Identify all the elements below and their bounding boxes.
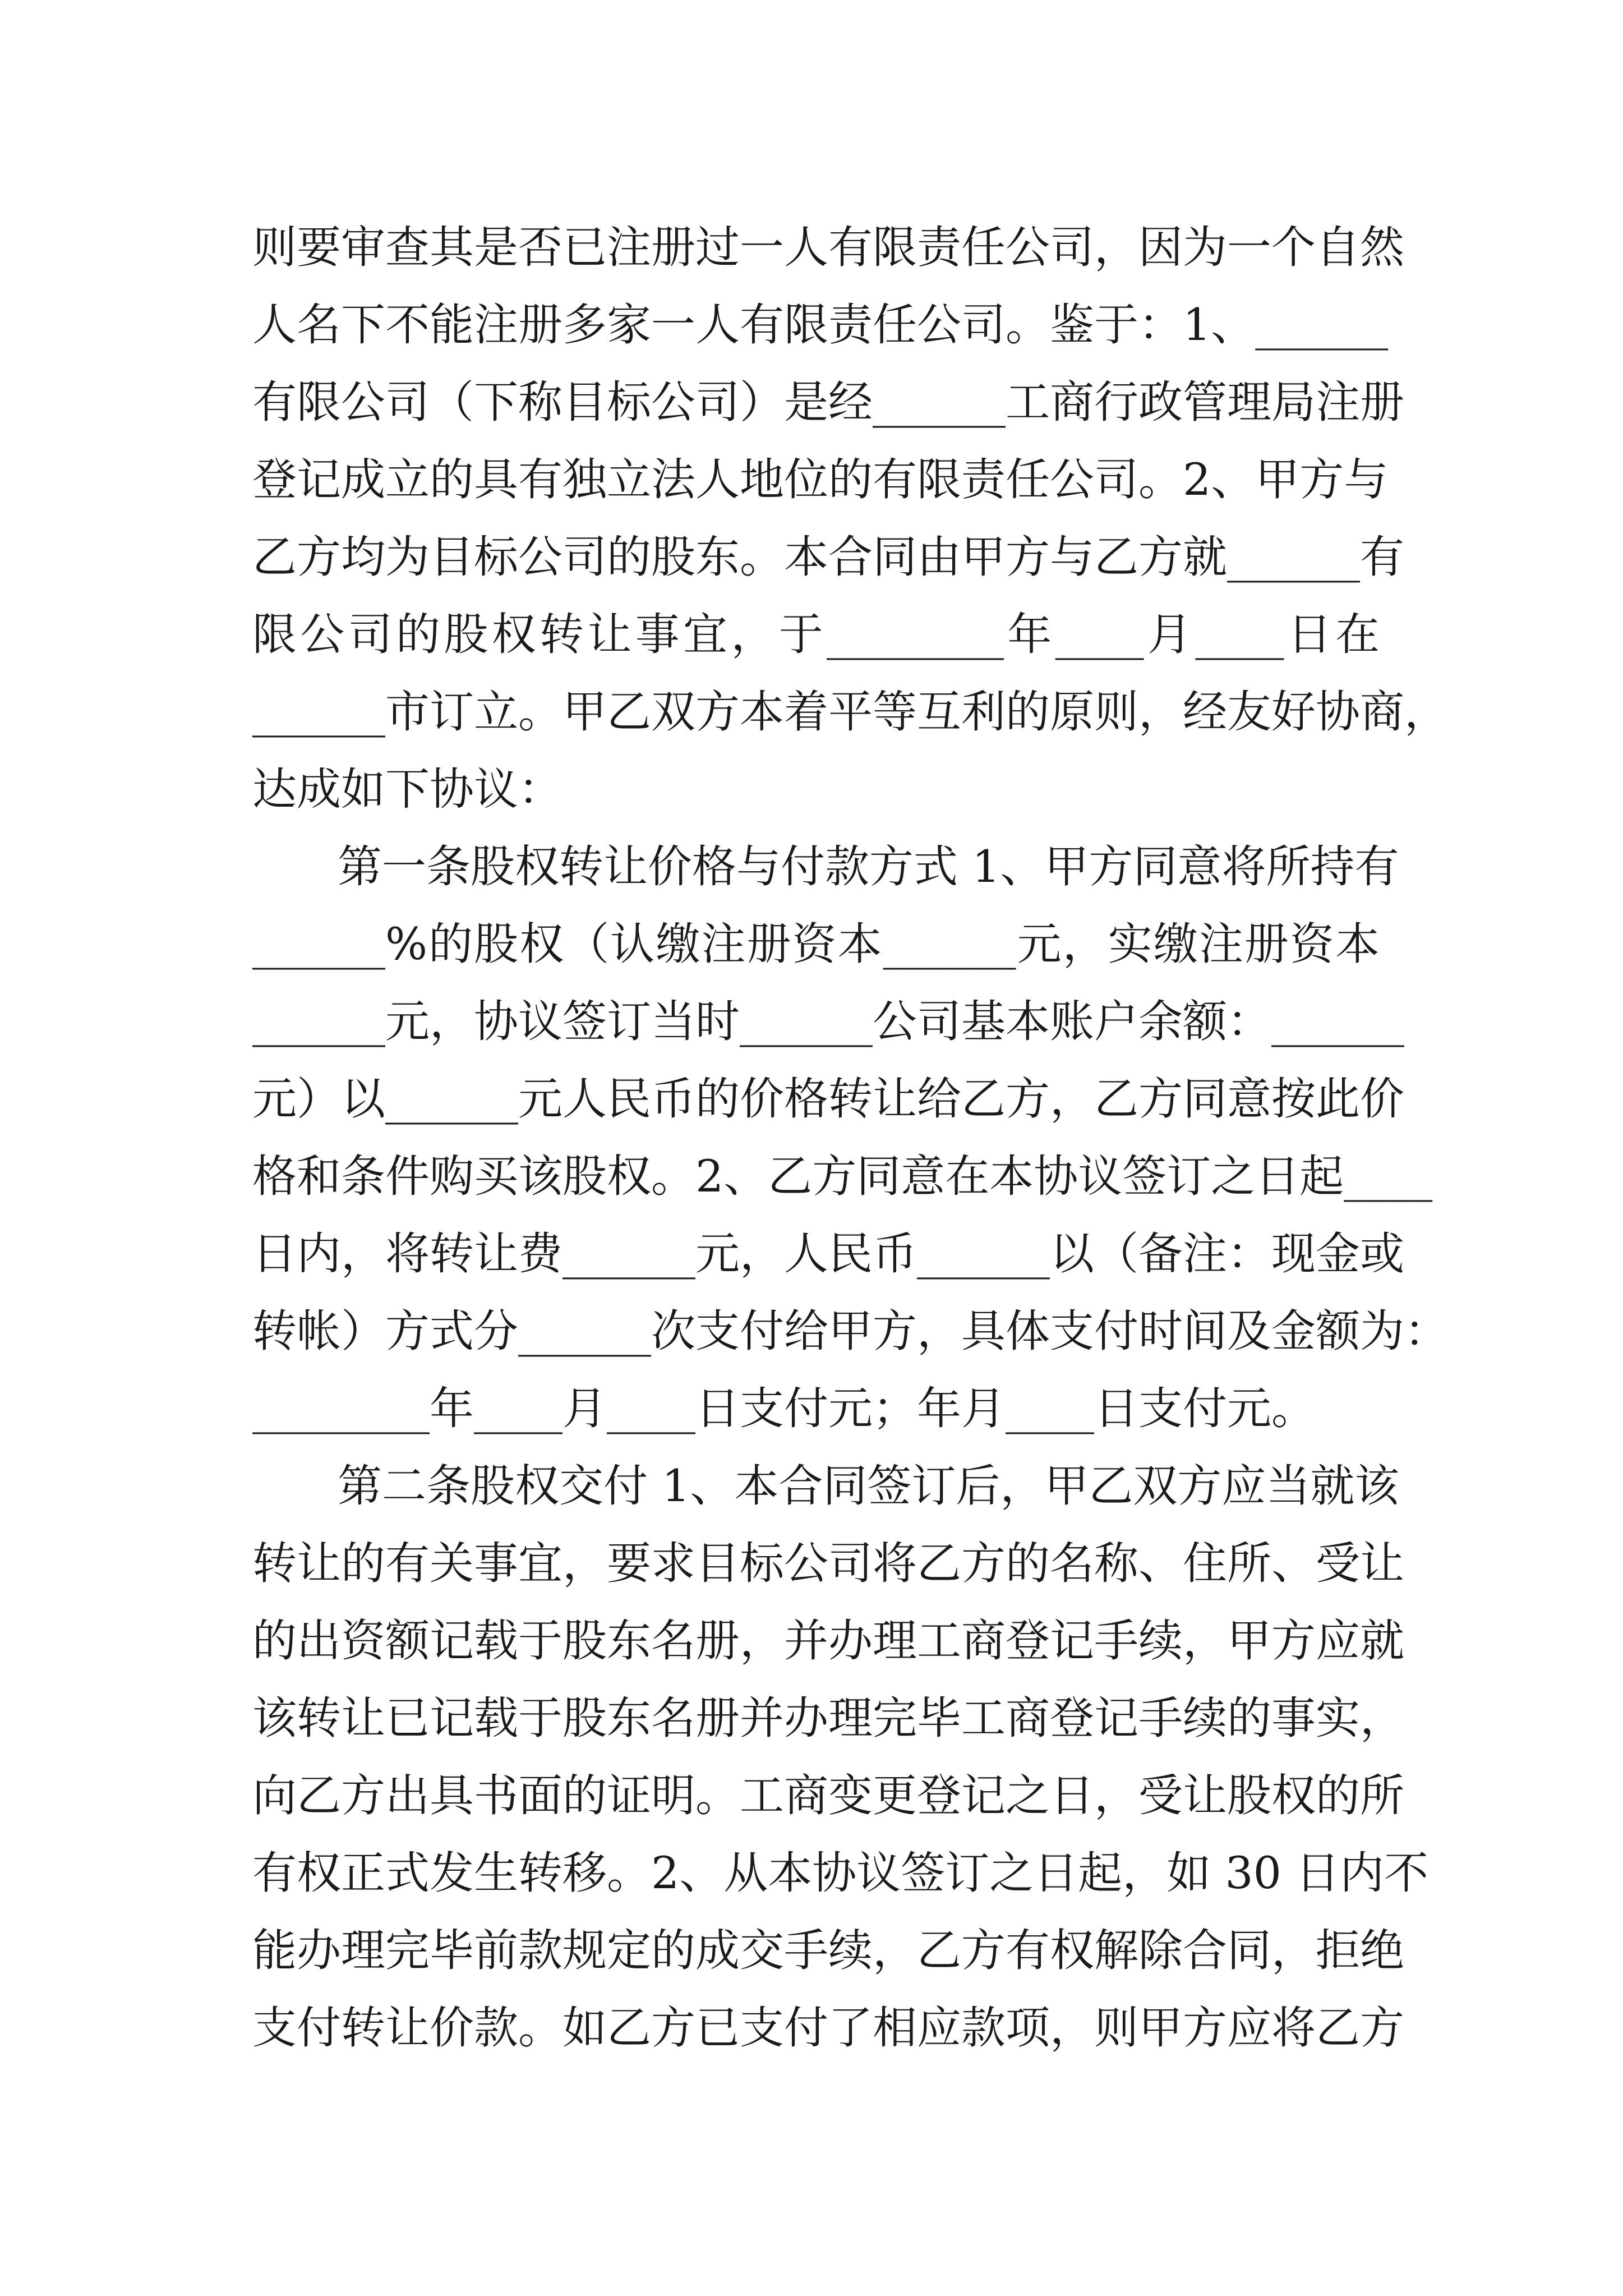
paragraph-start-article-2: 第二条股权交付 1、本合同签订后，甲乙双方应当就该 [338,1460,1399,1512]
text-line: 登记成立的具有独立法人地位的有限责任公司。2、甲方与 [252,454,1389,505]
text-line: 的出资额记载于股东名册，并办理工商登记手续，甲方应就 [252,1615,1404,1667]
text-line: 有限公司（下称目标公司）是经______工商行政管理局注册 [252,376,1404,428]
text-line: 转帐）方式分______次支付给甲方，具体支付时间及金额为： [252,1305,1449,1357]
text-line: 乙方均为目标公司的股东。本合同由甲方与乙方就______有 [252,531,1404,583]
text-line: 人名下不能注册多家一人有限责任公司。鉴于：1、______ [252,299,1389,351]
text-line: ________年____月____日支付元；年月____日支付元。 [252,1383,1316,1434]
text-line: ______%的股权（认缴注册资本______元，实缴注册资本 [252,918,1380,970]
text-line: 向乙方出具书面的证明。工商变更登记之日，受让股权的所 [252,1770,1404,1821]
contract-body-text [252,209,1449,2067]
text-line: 则要审查其是否已注册过一人有限责任公司，因为一个自然 [252,222,1404,273]
text-line: ______市订立。甲乙双方本着平等互利的原则，经友好协商， [252,686,1449,738]
text-line: 该转让已记载于股东名册并办理完毕工商登记手续的事实， [252,1692,1404,1744]
text-line: 有权正式发生转移。2、从本协议签订之日起，如 30 日内不 [252,1847,1429,1899]
text-line: 达成如下协议： [252,763,562,815]
text-line: 格和条件购买该股权。2、乙方同意在本协议签订之日起____ [252,1151,1433,1202]
text-line: 转让的有关事宜，要求目标公司将乙方的名称、住所、受让 [252,1538,1404,1589]
text-line: 限公司的股权转让事宜，于________年____月____日在 [252,609,1380,660]
text-line: 支付转让价款。如乙方已支付了相应款项，则甲方应将乙方 [252,2002,1404,2054]
paragraph-start-article-1: 第一条股权转让价格与付款方式 1、甲方同意将所持有 [338,841,1399,892]
text-line: 日内，将转让费______元，人民币______以（备注：现金或 [252,1228,1404,1280]
text-line: 能办理完毕前款规定的成交手续，乙方有权解除合同，拒绝 [252,1925,1404,1976]
text-line: ______元，协议签订当时______公司基本账户余额：______ [252,996,1404,1047]
text-line: 元）以______元人民币的价格转让给乙方，乙方同意按此价 [252,1073,1404,1125]
